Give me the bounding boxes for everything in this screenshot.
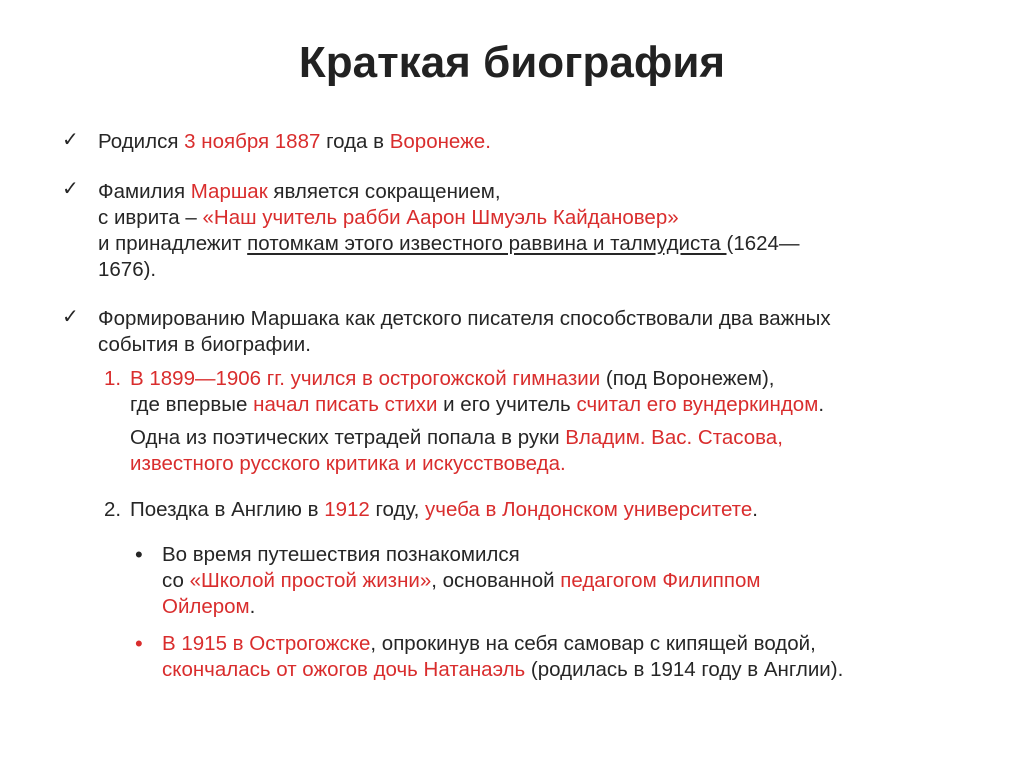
started-poems: начал писать стихи: [253, 393, 438, 416]
bullet-surname-line3: [98, 231, 799, 257]
text: и принадлежит: [98, 232, 248, 255]
text: , опрокинув на себя самовар с кипящей водой,: [370, 632, 816, 655]
item1-line1: [130, 366, 775, 392]
bullet-surname-line1: [98, 179, 501, 205]
sub2-line1: [162, 631, 816, 657]
text: со: [162, 569, 190, 592]
ostrogozhsk-1915: В 1915 в Острогожске: [162, 632, 371, 655]
bullet-dot-icon: •: [135, 542, 143, 567]
text: .: [752, 498, 758, 521]
prodigy-text: считал его вундеркиндом: [576, 393, 819, 416]
sub2-line2: [162, 657, 843, 683]
text: Родился: [98, 130, 185, 153]
checkmark-icon: ✓: [62, 306, 79, 328]
text: (под Воронежем),: [600, 367, 775, 390]
pedagogue-name: педагогом Филиппом: [560, 569, 761, 592]
text: (родилась в 1914 году в Англии).: [525, 658, 844, 681]
bullet-formation-line2: события в биографии.: [98, 333, 311, 356]
text: .: [818, 393, 825, 416]
text: Поездка в Англию в: [130, 498, 325, 521]
text: .: [249, 595, 256, 618]
text: (1624—: [726, 232, 800, 255]
sub1-line2: [162, 568, 761, 594]
text: , основанной: [431, 569, 561, 592]
item2-line1: [130, 497, 758, 523]
oyler-name: Ойлером: [162, 595, 250, 618]
surname: Маршак: [190, 180, 268, 203]
item1-line4: известного русского критика и искусствоведа.: [130, 452, 566, 475]
school-simple-life: «Школой простой жизни»: [189, 569, 432, 592]
sub1-line3: [162, 594, 255, 620]
surname-meaning: «Наш учитель рабби Аарон Шмуэль Кайдановер»: [202, 206, 679, 229]
text: Одна из поэтических тетрадей попала в руки: [130, 426, 566, 449]
text: Фамилия: [98, 180, 191, 203]
text: году,: [369, 498, 426, 521]
stasov-name: Владим. Вас. Стасова,: [565, 426, 783, 449]
item1-line2: [130, 392, 824, 418]
descendants-text: потомкам этого известного раввина и талмудиста: [247, 232, 727, 255]
checkmark-icon: ✓: [62, 129, 79, 151]
birth-place: Воронеже.: [389, 130, 491, 153]
bullet-formation-line1: Формированию Маршака как детского писателя способствовали два важных: [98, 307, 831, 330]
slide-title: Краткая биография: [298, 38, 726, 87]
birth-date: 3 ноября 1887: [184, 130, 321, 153]
daughter-death: скончалась от ожогов дочь Натанаэль: [162, 658, 526, 681]
checkmark-icon: ✓: [62, 178, 79, 200]
gymnasium-text: В 1899—1906 гг. учился в острогожской гимназии: [130, 367, 601, 390]
text: и его учитель: [437, 393, 577, 416]
item-number: 2.: [104, 498, 122, 521]
bullet-surname-line4: 1676).: [98, 258, 157, 281]
text: года в: [320, 130, 390, 153]
text: является сокращением,: [267, 180, 501, 203]
bullet-surname-line2: [98, 205, 679, 231]
text: с иврита –: [98, 206, 203, 229]
bullet-dot-icon: •: [135, 631, 143, 656]
item-number: 1.: [104, 367, 122, 390]
item1-line3: [130, 425, 783, 451]
year-1912: 1912: [324, 498, 370, 521]
london-university: учеба в Лондонском университете: [425, 498, 753, 521]
bullet-born: [98, 129, 491, 155]
text: где впервые: [130, 393, 254, 416]
sub1-line1: Во время путешествия познакомился: [162, 543, 520, 566]
